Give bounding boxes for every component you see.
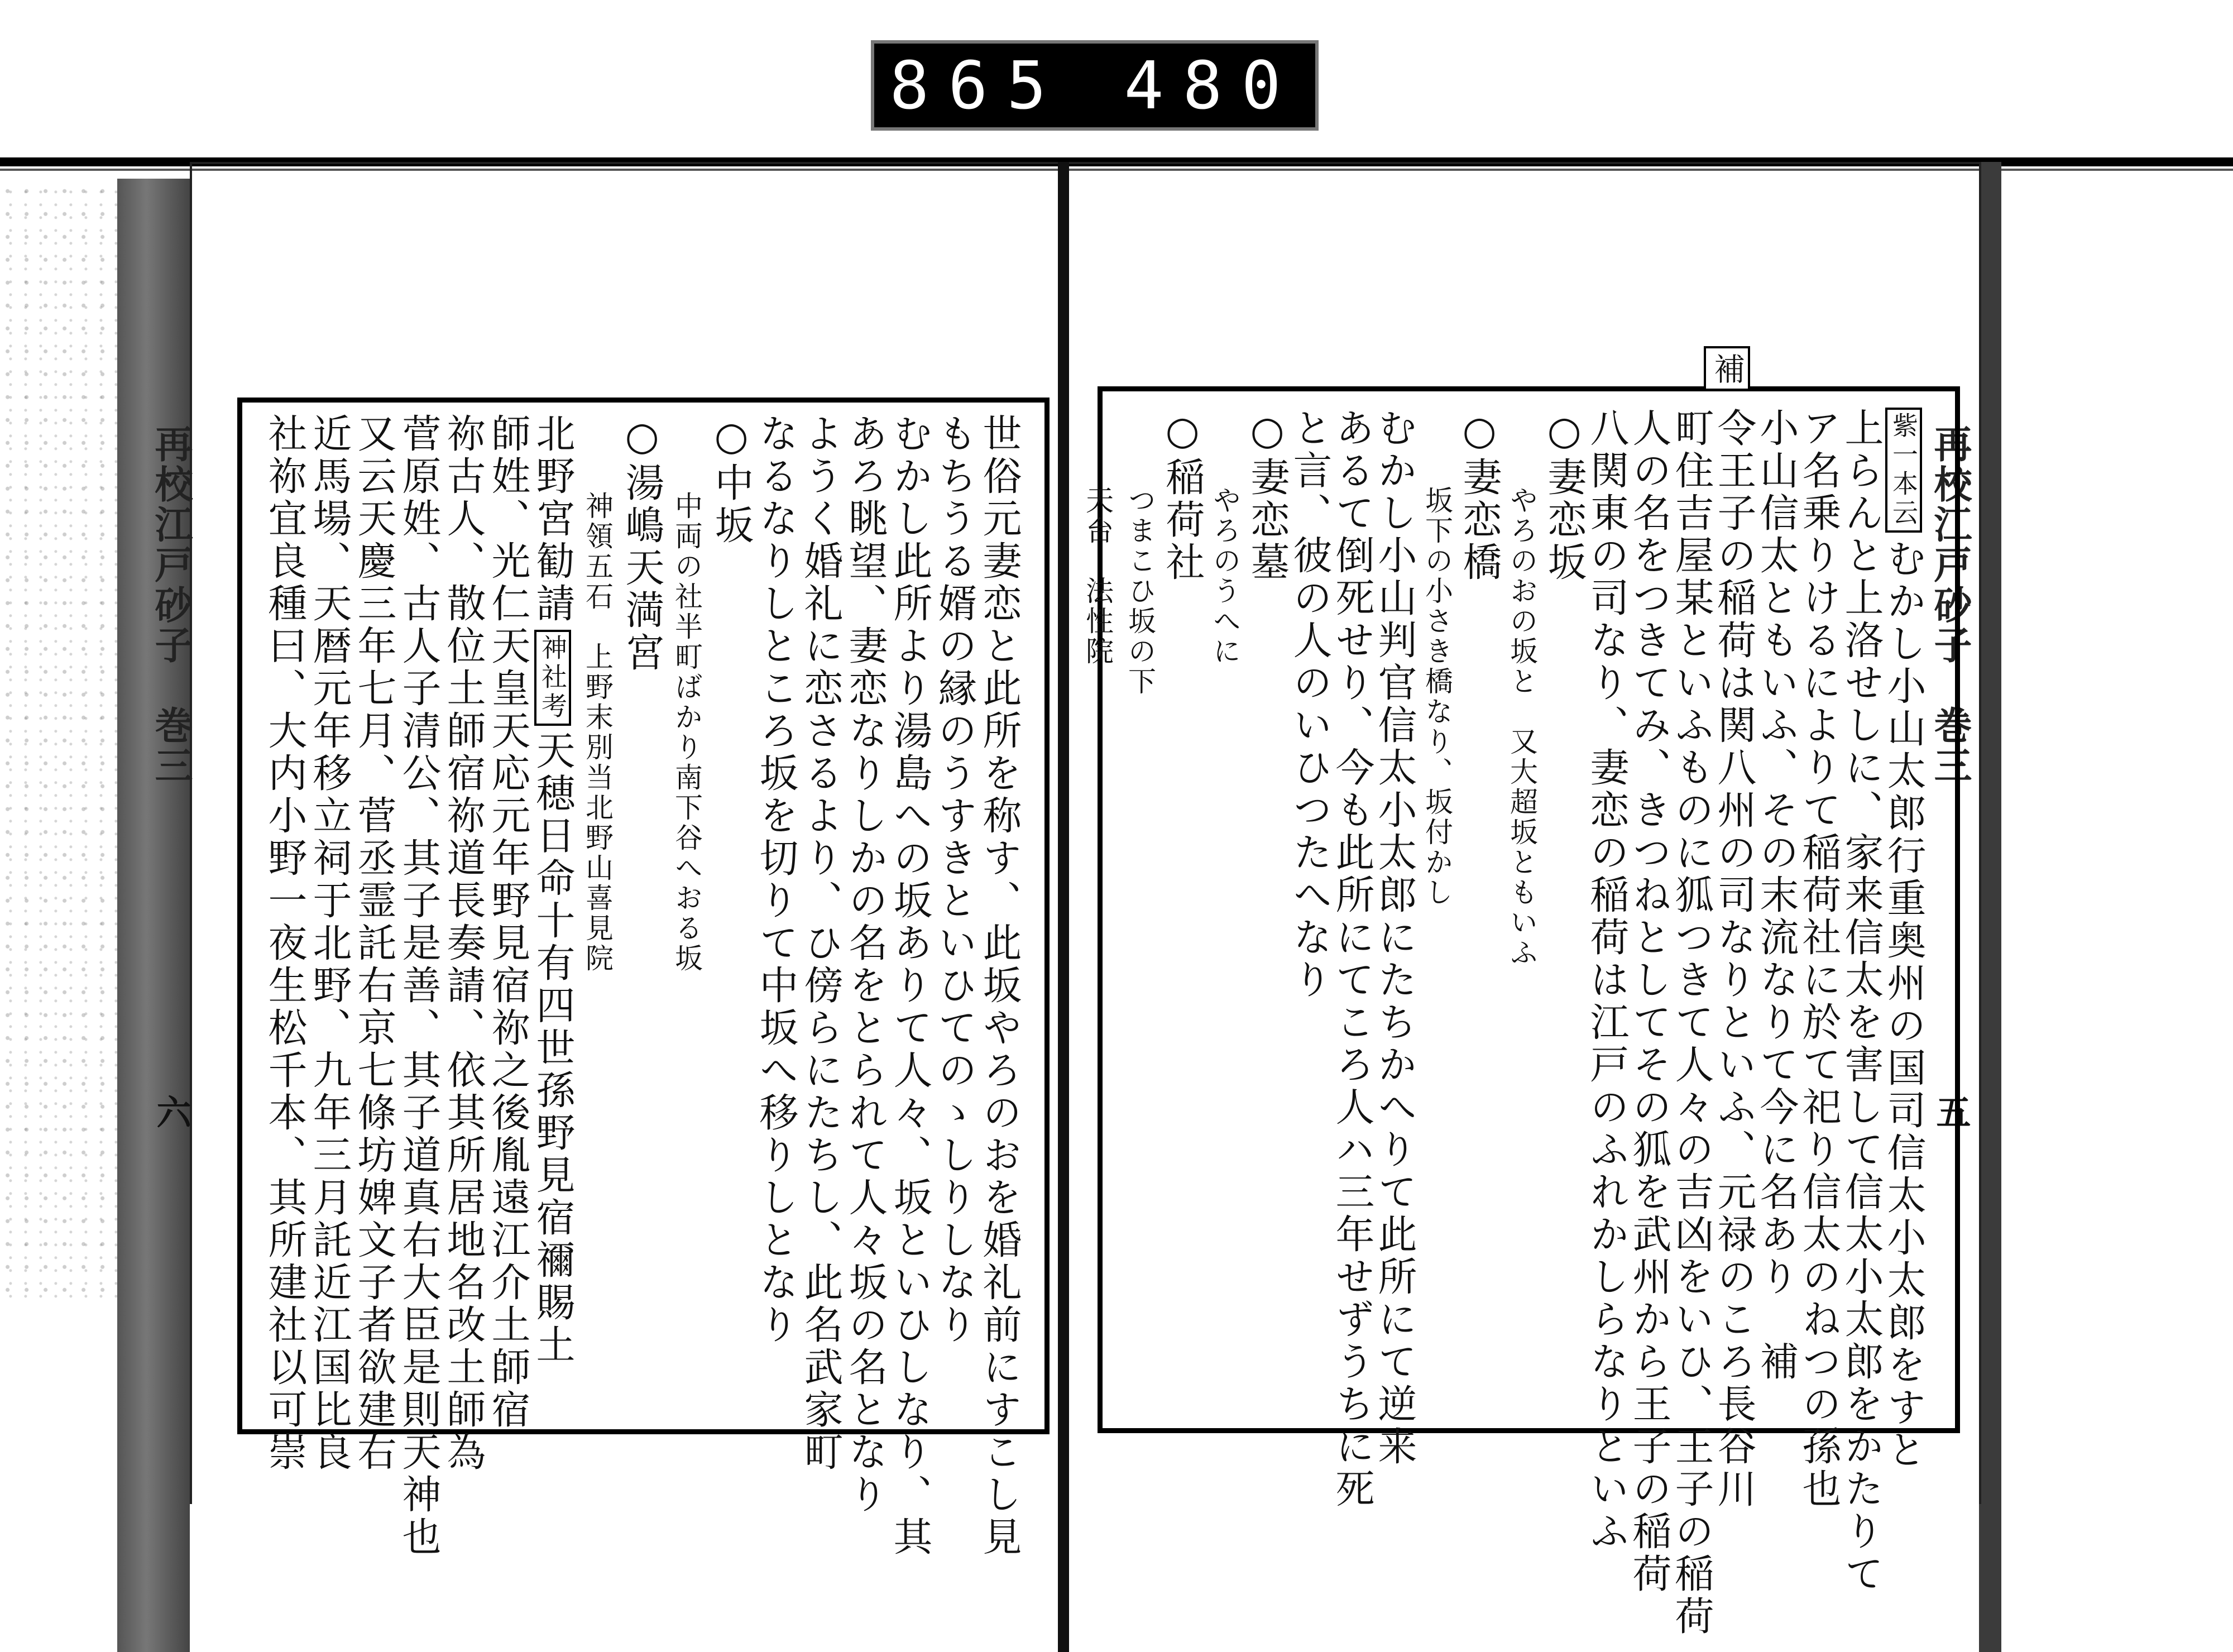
- column-text: 人の名をつきてみ、きつねとしてその狐を武州から王子の稲荷: [1626, 408, 1672, 1596]
- citation-box: 神社考: [534, 630, 571, 726]
- text-column: [1796, 408, 1842, 1511]
- column-text: 妻恋坂: [1541, 457, 1587, 584]
- text-column: [798, 413, 844, 1474]
- column-text: むかし此所より湯島への坂ありて人々、坂といひしなり、其: [887, 413, 933, 1559]
- heading-column: [1244, 408, 1290, 584]
- heading-column: [708, 413, 754, 547]
- text-column: [581, 491, 614, 974]
- column-text: と言、彼の人のいひつたへなり: [1287, 408, 1333, 1002]
- text-column: [753, 413, 799, 1347]
- column-text: むかし小山太郎行重奥州の国司信太小太郎をすと: [1881, 538, 1927, 1472]
- bullet-circle-icon: ○: [1159, 408, 1205, 457]
- column-text: むかし小山判官信太小太郎にたちかへりて此所にて逆来: [1372, 408, 1417, 1468]
- text-column: [1753, 408, 1799, 1383]
- column-text: 小山信太ともいふ、その末流なりて今に名あり 補: [1753, 408, 1799, 1383]
- column-text: つまこひ坂の下: [1124, 486, 1156, 697]
- text-column: [1626, 408, 1672, 1596]
- text-column: [1669, 408, 1714, 1638]
- text-column: [1081, 486, 1114, 667]
- column-text: 神領五石 上野末別当北野山喜見院: [581, 491, 614, 974]
- bullet-circle-icon: ○: [708, 413, 754, 462]
- heading-column: [1159, 408, 1205, 584]
- text-column: [1287, 408, 1333, 1002]
- column-text: 又云天慶三年七月、菅丞霊託右京七條坊婢文子者欲建右: [351, 413, 397, 1474]
- column-text: もちうる婿の縁のうすきといひてのゝしりしなり: [932, 413, 977, 1347]
- column-text: 菅原姓、古人子清公、其子是善、其子道真右大臣是則天神也: [396, 413, 442, 1559]
- bullet-circle-icon: ○: [1456, 408, 1502, 457]
- running-head-right: 再校江戸砂子 巻三: [1928, 424, 1972, 786]
- text-column: [887, 413, 933, 1559]
- heading-column: [1456, 408, 1502, 584]
- text-column: [351, 413, 397, 1474]
- book-gutter: [1058, 162, 1069, 1652]
- text-column: [976, 413, 1022, 1559]
- column-text: なるなりしところ坂を切りて中坂へ移りしとなり: [753, 413, 799, 1347]
- column-text: ようく婚礼に恋さるより、ひ傍らにたちし、此名武家町: [798, 413, 844, 1474]
- column-text: 中両の社半町ばかり南下谷へおる坂: [670, 491, 703, 974]
- column-text: 師姓、光仁天皇天応元年野見宿祢之後胤遠江介土師宿: [485, 413, 531, 1431]
- running-head-left: 再校江戸砂子 巻三: [148, 424, 193, 786]
- column-text: 稲荷社: [1159, 457, 1205, 584]
- text-column: [932, 413, 977, 1347]
- text-column: [530, 413, 576, 1367]
- column-text: 祢古人、散位土師宿祢道長奏請、依其所居地名改土師為: [440, 413, 486, 1474]
- column-text: 北野宮勧請: [530, 413, 576, 625]
- text-column: [262, 413, 308, 1474]
- text-column: [1423, 486, 1451, 908]
- film-reel-label: [871, 40, 1319, 131]
- text-column: [1211, 486, 1239, 667]
- folio-right: 五: [1930, 1094, 1971, 1129]
- bullet-circle-icon: ○: [1541, 408, 1587, 457]
- book-spine-left: [117, 179, 190, 1652]
- text-column: [1711, 408, 1757, 1511]
- column-text: 令王子の稲荷は関八州の司なりといふ、元禄のころ長谷川: [1711, 408, 1757, 1511]
- column-text: 湯嶋天満宮: [619, 462, 665, 674]
- column-text: 世俗元妻恋と此所を称す、此坂やろのおを婚礼前にすこし見: [976, 413, 1022, 1559]
- column-text: 社祢宜良種曰、大内小野一夜生松千本、其所建社以可崇: [262, 413, 308, 1474]
- text-column: [1126, 486, 1154, 697]
- column-text-continued: 天穂日命十有四世孫野見宿禰賜土: [530, 730, 576, 1367]
- bullet-circle-icon: ○: [619, 413, 665, 462]
- column-text: 近馬場、天暦元年移立祠于北野、九年三月託近江国比良: [306, 413, 352, 1474]
- text-column: [1881, 408, 1927, 1472]
- column-text: 坂下の小さき橋なり、坂付かし: [1421, 486, 1453, 908]
- column-text: 中坂: [708, 462, 754, 547]
- text-column: [1329, 408, 1375, 1511]
- column-text: 妻恋墓: [1244, 457, 1290, 584]
- heading-column: [1541, 408, 1587, 584]
- text-column: [440, 413, 486, 1474]
- column-text: 天台 法性院: [1081, 486, 1114, 667]
- text-column: [396, 413, 442, 1559]
- text-column: [1838, 408, 1884, 1596]
- book-spine-right: [1979, 162, 2001, 1652]
- column-text: ア名乗りけるによりて稲荷社に於て祀り信太のねつの孫也: [1796, 408, 1842, 1511]
- column-text: やろのうへに: [1209, 486, 1241, 667]
- supplement-tag: 補: [1704, 346, 1750, 391]
- column-text: 八関東の司なり、妻恋の稲荷は江戸のふれかしらなりといふ: [1584, 408, 1630, 1553]
- column-text: 妻恋橋: [1456, 457, 1502, 584]
- text-column: [306, 413, 352, 1474]
- text-column: [1372, 408, 1417, 1468]
- text-column: [1584, 408, 1630, 1553]
- column-text: あるて倒死せり、今も此所にてころ人ハ三年せずうちに死: [1329, 408, 1375, 1511]
- text-column: [842, 413, 888, 1516]
- column-text: あろ眺望、妻恋なりしかの名をとられて人々坂の名となり: [842, 413, 888, 1516]
- bullet-circle-icon: ○: [1244, 408, 1290, 457]
- text-column: [1508, 486, 1536, 968]
- folio-left: 六: [151, 1094, 191, 1129]
- film-reel-number: 865 480: [889, 47, 1300, 124]
- column-text: 上らんと上洛せしに、家来信太を害して信太小太郎をかたりて: [1838, 408, 1884, 1596]
- text-column: [485, 413, 531, 1431]
- column-text: やろのおの坂と 又大超坂ともいふ: [1506, 486, 1538, 968]
- source-note-box: 紫一本云: [1885, 408, 1922, 533]
- column-text: 町住吉屋某といふものに狐つきて人々の吉凶をいひ、王子の稲荷: [1669, 408, 1714, 1638]
- heading-column: [619, 413, 665, 674]
- text-column: [670, 491, 703, 974]
